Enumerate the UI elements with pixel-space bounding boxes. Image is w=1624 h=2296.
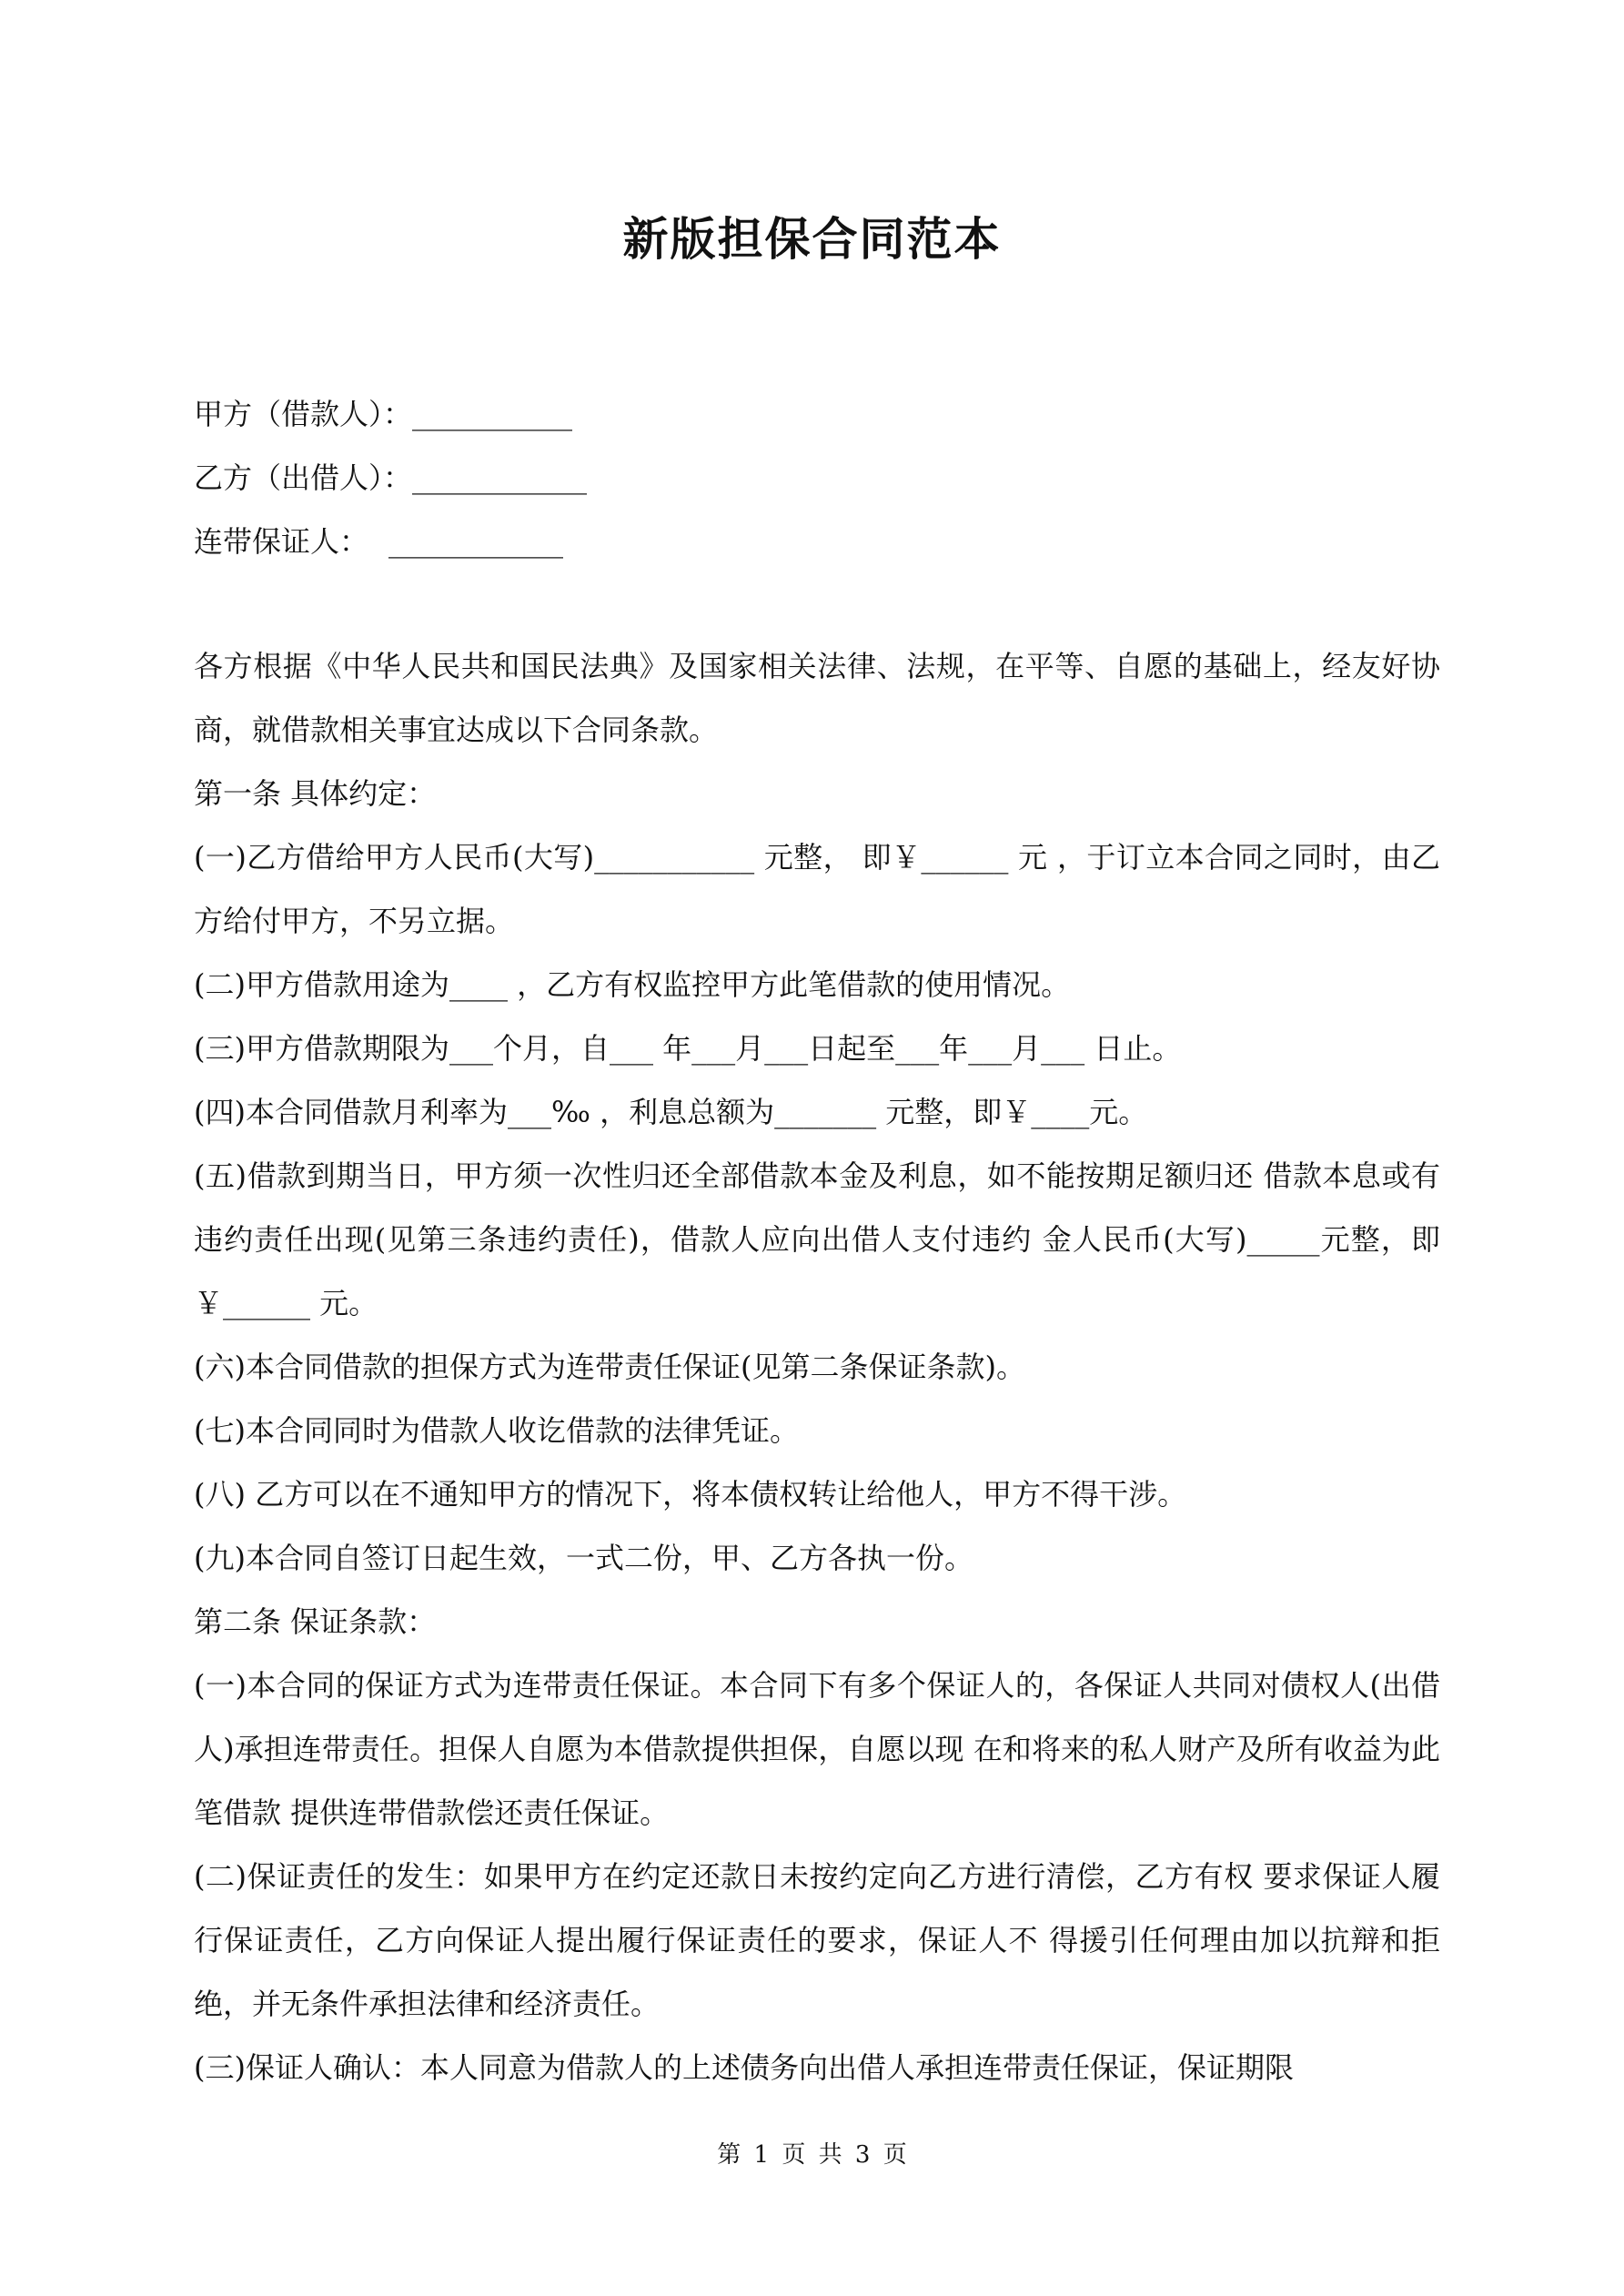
party-label: 连带保证人： (194, 524, 369, 559)
document-title: 新版担保合同范本 (622, 212, 1002, 266)
clause-paragraph: (五)借款到期当日，甲方须一次性归还全部借款本金及利息，如不能按期足额归还 借款本息或有违约责任出现(见第三条违约责任)，借款人应向出借人支付违约 金人民币(大写)_____元整，即￥______ 元。 (194, 1158, 1440, 1320)
clause-paragraph: (四)本合同借款月利率为___‰ ，利息总额为_______ 元整，即￥____元。 (194, 1095, 1148, 1129)
clause-paragraph: (三)保证人确认：本人同意为借款人的上述债务向出借人承担连带责任保证，保证期限 (194, 2050, 1294, 2085)
party-guarantor (194, 510, 1449, 573)
party-label: 乙方（出借人）： (194, 460, 413, 495)
party-blank: ____________ (388, 524, 564, 559)
clause-paragraph: (六)本合同借款的担保方式为连带责任保证(见第二条保证条款)。 (194, 1350, 1025, 1384)
article-heading: 第一条 具体约定： (194, 776, 437, 811)
contract-body (194, 634, 1440, 2099)
party-label: 甲方（借款人）： (194, 397, 413, 431)
party-lender (194, 446, 1449, 510)
party-blank: ____________ (412, 460, 588, 495)
clause-paragraph: (二)甲方借款用途为____ ，乙方有权监控甲方此笔借款的使用情况。 (194, 967, 1071, 1002)
party-borrower (194, 382, 1449, 446)
party-blank: ___________ (412, 397, 573, 431)
article-heading: 第二条 保证条款： (194, 1604, 437, 1639)
clause-paragraph: (八) 乙方可以在不通知甲方的情况下，将本债权转让给他人，甲方不得干涉。 (194, 1477, 1187, 1512)
clause-paragraph: (二)保证责任的发生：如果甲方在约定还款日未按约定向乙方进行清偿，乙方有权 要求保证人履行保证责任，乙方向保证人提出履行保证责任的要求，保证人不 得援引任何理由加以抗辩和拒绝，并无条件承担法律和经济责任。 (194, 1859, 1440, 2021)
parties-block (194, 382, 1449, 573)
clause-paragraph: (一)乙方借给甲方人民币(大写)___________ 元整， 即￥______ 元 ，于订立本合同之同时，由乙方给付甲方，不另立据。 (194, 840, 1440, 938)
clause-paragraph: (一)本合同的保证方式为连带责任保证。本合同下有多个保证人的，各保证人共同对债权人(出借人)承担连带责任。担保人自愿为本借款提供担保，自愿以现 在和将来的私人财产及所有收益为此笔借款 提供连带借款偿还责任保证。 (194, 1668, 1440, 1830)
clause-paragraph: (七)本合同同时为借款人收讫借款的法律凭证。 (194, 1413, 799, 1448)
clause-paragraph: (九)本合同自签订日起生效，一式二份，甲、乙方各执一份。 (194, 1541, 973, 1575)
page-footer: 第 1 页 共 3 页 (717, 2141, 907, 2169)
clause-paragraph: (三)甲方借款期限为___个月，自___ 年___月___日起至___年___月___ 日止。 (194, 1031, 1182, 1066)
preamble-paragraph: 各方根据《中华人民共和国民法典》及国家相关法律、法规，在平等、自愿的基础上，经友好协商，就借款相关事宜达成以下合同条款。 (194, 649, 1440, 747)
